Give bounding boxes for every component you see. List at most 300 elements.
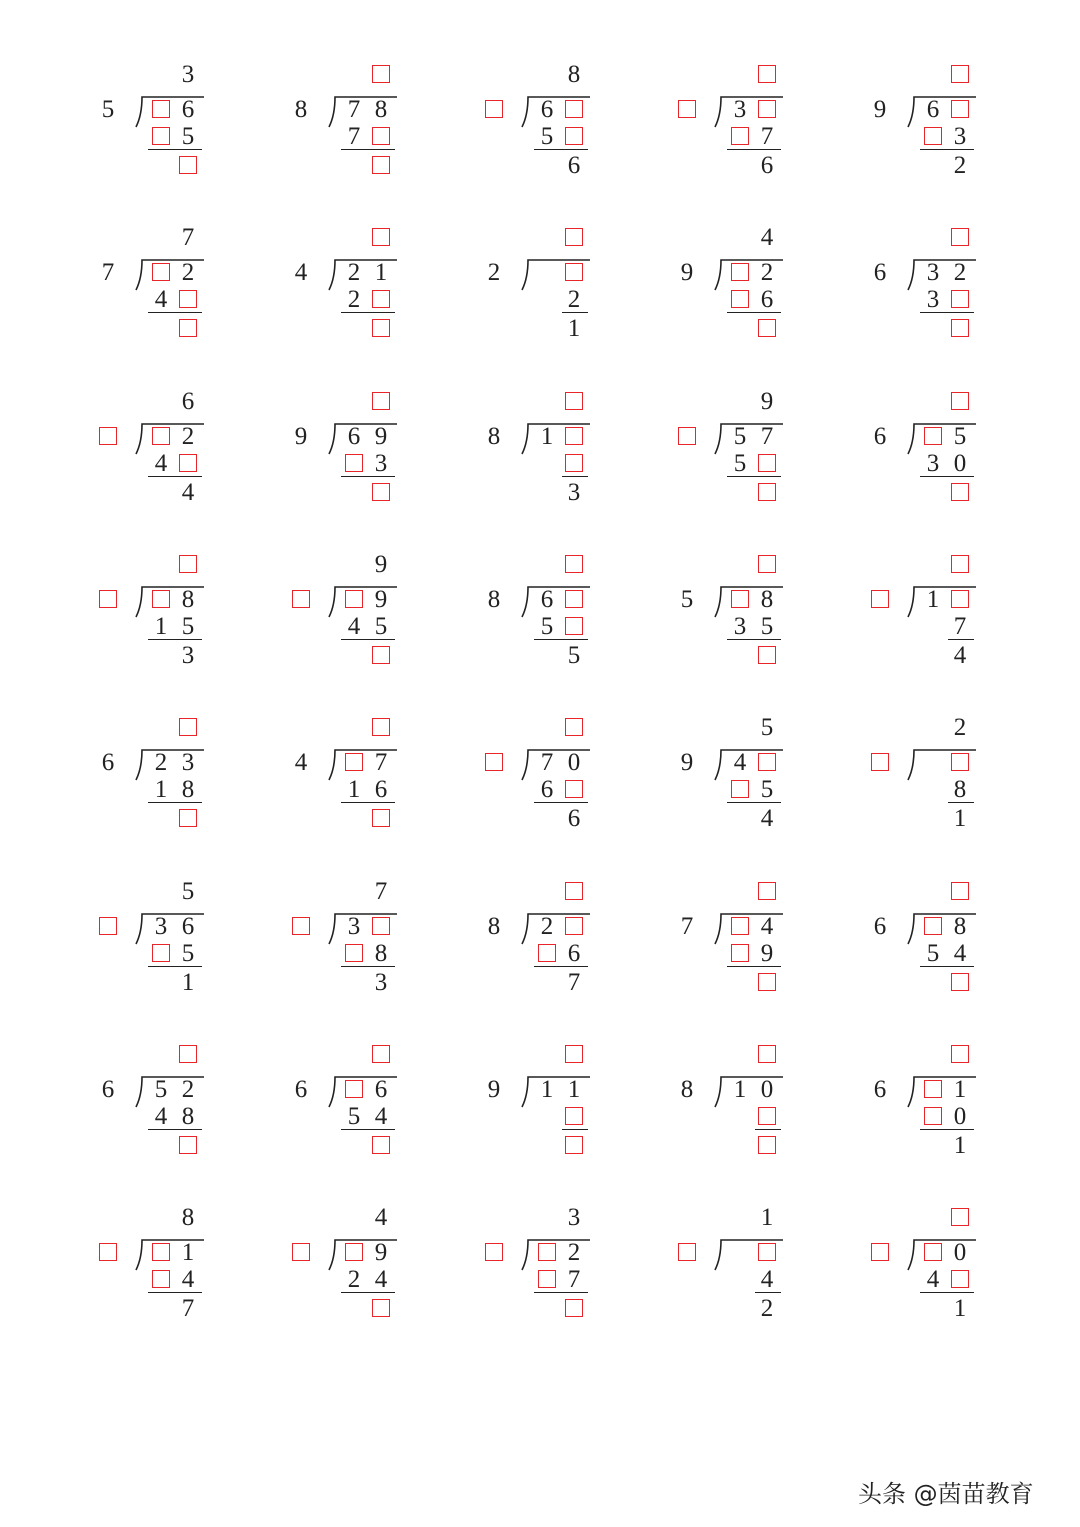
- divisor-blank[interactable]: [485, 100, 503, 118]
- divisor-blank[interactable]: [871, 1243, 889, 1261]
- dividend-digit: 2: [347, 259, 361, 286]
- product-digit-blank[interactable]: [951, 1270, 969, 1288]
- division-bracket: [134, 746, 214, 786]
- division-bracket: [713, 746, 793, 786]
- quotient-digit-blank[interactable]: [758, 555, 776, 573]
- dividend-digit: 7: [760, 423, 774, 450]
- division-bracket: [134, 1236, 214, 1276]
- remainder-digit: 1: [181, 969, 195, 996]
- divisor-blank[interactable]: [485, 753, 503, 771]
- dividend-digit: 4: [733, 749, 747, 776]
- quotient-digit-blank[interactable]: [565, 228, 583, 246]
- dividend-digit-blank[interactable]: [924, 427, 942, 445]
- divisor: 9: [294, 423, 308, 450]
- watermark: 头条 @茵苗教育: [858, 1480, 1034, 1508]
- division-bracket: [906, 420, 986, 460]
- product-digit: 4: [347, 613, 361, 640]
- remainder-digit-blank[interactable]: [372, 483, 390, 501]
- product-digit: 7: [347, 123, 361, 150]
- divisor: 8: [487, 586, 501, 613]
- product-digit: 5: [181, 940, 195, 967]
- product-digit-blank[interactable]: [565, 617, 583, 635]
- product-digit: 5: [760, 776, 774, 803]
- dividend-digit-blank[interactable]: [731, 917, 749, 935]
- dividend-digit: 6: [181, 913, 195, 940]
- quotient-digit: 7: [181, 224, 195, 251]
- quotient-digit: 9: [760, 388, 774, 415]
- product-digit-blank[interactable]: [538, 1270, 556, 1288]
- division-problem: [291, 1188, 441, 1303]
- subtraction-line: [755, 1129, 781, 1130]
- remainder-digit: 7: [181, 1295, 195, 1322]
- product-digit: 7: [953, 613, 967, 640]
- subtraction-line: [534, 1292, 588, 1293]
- dividend-digit: 6: [926, 96, 940, 123]
- dividend-digit: 0: [760, 1076, 774, 1103]
- dividend-digit-blank[interactable]: [565, 590, 583, 608]
- remainder-digit: 4: [181, 479, 195, 506]
- division-bracket: [520, 746, 600, 786]
- product-digit: 4: [374, 1266, 388, 1293]
- product-digit: 3: [926, 286, 940, 313]
- dividend-digit-blank[interactable]: [758, 753, 776, 771]
- remainder-digit-blank[interactable]: [179, 1136, 197, 1154]
- remainder-digit: 6: [567, 152, 581, 179]
- dividend-digit: 3: [181, 749, 195, 776]
- subtraction-line: [920, 1129, 974, 1130]
- product-digit-blank[interactable]: [372, 290, 390, 308]
- dividend-digit: 1: [181, 1239, 195, 1266]
- division-problem: [98, 372, 248, 506]
- subtraction-line: [727, 312, 781, 313]
- subtraction-line: [562, 476, 588, 477]
- subtraction-line: [727, 149, 781, 150]
- product-digit-blank[interactable]: [565, 780, 583, 798]
- remainder-digit: 1: [567, 315, 581, 342]
- product-digit-blank[interactable]: [731, 944, 749, 962]
- division-problem: [484, 372, 634, 506]
- quotient-digit: 8: [181, 1204, 195, 1231]
- dividend-digit-blank[interactable]: [731, 590, 749, 608]
- division-bracket: [327, 910, 407, 950]
- remainder-digit: 4: [953, 642, 967, 669]
- product-digit: 4: [760, 1266, 774, 1293]
- divisor: 6: [101, 1076, 115, 1103]
- product-digit-blank[interactable]: [731, 780, 749, 798]
- dividend-digit: 2: [760, 259, 774, 286]
- dividend-digit-blank[interactable]: [758, 1243, 776, 1261]
- division-problem: [98, 535, 248, 669]
- remainder-digit-blank[interactable]: [951, 973, 969, 991]
- quotient-digit-blank[interactable]: [372, 228, 390, 246]
- dividend-digit: 5: [733, 423, 747, 450]
- divisor-blank[interactable]: [871, 590, 889, 608]
- division-bracket: [713, 1236, 793, 1276]
- dividend-digit-blank[interactable]: [372, 917, 390, 935]
- divisor: 8: [680, 1076, 694, 1103]
- quotient-digit: 1: [760, 1204, 774, 1231]
- division-bracket: [520, 1236, 600, 1276]
- subtraction-line: [341, 149, 395, 150]
- product-digit: 8: [181, 1103, 195, 1130]
- divisor-blank[interactable]: [99, 917, 117, 935]
- product-digit-blank[interactable]: [345, 454, 363, 472]
- division-bracket: [520, 256, 600, 296]
- division-bracket: [134, 420, 214, 460]
- product-digit-blank[interactable]: [179, 290, 197, 308]
- dividend-digit-blank[interactable]: [345, 1080, 363, 1098]
- divisor: 9: [873, 96, 887, 123]
- dividend-digit-blank[interactable]: [565, 427, 583, 445]
- product-digit: 8: [374, 940, 388, 967]
- divisor: 9: [680, 259, 694, 286]
- remainder-digit-blank[interactable]: [372, 1136, 390, 1154]
- dividend-digit-blank[interactable]: [565, 100, 583, 118]
- dividend-digit-blank[interactable]: [345, 1243, 363, 1261]
- divisor-blank[interactable]: [678, 100, 696, 118]
- product-digit: 8: [953, 776, 967, 803]
- divisor-blank[interactable]: [99, 1243, 117, 1261]
- remainder-digit-blank[interactable]: [372, 646, 390, 664]
- product-digit-blank[interactable]: [372, 127, 390, 145]
- divisor-blank[interactable]: [292, 1243, 310, 1261]
- divisor: 8: [487, 423, 501, 450]
- division-bracket: [713, 1073, 793, 1113]
- remainder-digit-blank[interactable]: [565, 1136, 583, 1154]
- division-problem: [870, 208, 1020, 323]
- subtraction-line: [755, 1292, 781, 1293]
- dividend-digit-blank[interactable]: [924, 1080, 942, 1098]
- quotient-digit-blank[interactable]: [372, 65, 390, 83]
- dividend-digit-blank[interactable]: [565, 263, 583, 281]
- quotient-digit-blank[interactable]: [951, 65, 969, 83]
- division-bracket: [713, 420, 793, 460]
- product-digit: 5: [181, 123, 195, 150]
- division-bracket: [327, 256, 407, 296]
- division-problem: [870, 45, 1020, 179]
- dividend-digit-blank[interactable]: [152, 590, 170, 608]
- remainder-digit: 4: [760, 805, 774, 832]
- product-digit-blank[interactable]: [565, 454, 583, 472]
- division-bracket: [906, 256, 986, 296]
- dividend-digit-blank[interactable]: [152, 100, 170, 118]
- product-digit-blank[interactable]: [731, 290, 749, 308]
- product-digit: 2: [347, 1266, 361, 1293]
- quotient-digit-blank[interactable]: [372, 718, 390, 736]
- quotient-digit-blank[interactable]: [951, 555, 969, 573]
- subtraction-line: [920, 1292, 974, 1293]
- quotient-digit: 5: [760, 714, 774, 741]
- remainder-digit: 7: [567, 969, 581, 996]
- product-digit: 5: [540, 613, 554, 640]
- product-digit: 3: [926, 450, 940, 477]
- subtraction-line: [948, 639, 974, 640]
- dividend-digit-blank[interactable]: [152, 427, 170, 445]
- divisor: 6: [101, 749, 115, 776]
- subtraction-line: [534, 802, 588, 803]
- dividend-digit: 2: [181, 423, 195, 450]
- subtraction-line: [534, 639, 588, 640]
- remainder-digit-blank[interactable]: [372, 1299, 390, 1317]
- subtraction-line: [727, 639, 781, 640]
- quotient-digit-blank[interactable]: [951, 1208, 969, 1226]
- quotient-digit-blank[interactable]: [951, 1045, 969, 1063]
- division-problem: [484, 535, 634, 669]
- dividend-digit-blank[interactable]: [951, 753, 969, 771]
- remainder-digit-blank[interactable]: [372, 809, 390, 827]
- dividend-digit-blank[interactable]: [565, 917, 583, 935]
- quotient-digit: 4: [374, 1204, 388, 1231]
- divisor-blank[interactable]: [292, 917, 310, 935]
- dividend-digit: 1: [540, 1076, 554, 1103]
- divisor: 5: [101, 96, 115, 123]
- product-digit: 5: [181, 613, 195, 640]
- subtraction-line: [341, 476, 395, 477]
- division-problem: [484, 45, 634, 179]
- dividend-digit-blank[interactable]: [758, 100, 776, 118]
- remainder-digit-blank[interactable]: [951, 483, 969, 501]
- remainder-digit-blank[interactable]: [565, 1299, 583, 1317]
- product-digit: 5: [347, 1103, 361, 1130]
- product-digit-blank[interactable]: [758, 1107, 776, 1125]
- subtraction-line: [727, 802, 781, 803]
- subtraction-line: [148, 966, 202, 967]
- quotient-digit-blank[interactable]: [758, 65, 776, 83]
- dividend-digit: 1: [926, 586, 940, 613]
- division-bracket: [327, 583, 407, 623]
- dividend-digit-blank[interactable]: [924, 917, 942, 935]
- subtraction-line: [341, 802, 395, 803]
- division-problem: [291, 45, 441, 160]
- remainder-digit: 2: [953, 152, 967, 179]
- dividend-digit-blank[interactable]: [951, 590, 969, 608]
- quotient-digit-blank[interactable]: [565, 555, 583, 573]
- division-problem: [291, 208, 441, 323]
- division-problem: [870, 1188, 1020, 1322]
- remainder-digit-blank[interactable]: [372, 156, 390, 174]
- quotient-digit-blank[interactable]: [758, 882, 776, 900]
- dividend-digit: 2: [154, 749, 168, 776]
- remainder-digit-blank[interactable]: [372, 319, 390, 337]
- product-digit: 9: [760, 940, 774, 967]
- division-bracket: [520, 420, 600, 460]
- subtraction-line: [148, 802, 202, 803]
- division-problem: [98, 698, 248, 813]
- divisor: 8: [487, 913, 501, 940]
- division-bracket: [713, 256, 793, 296]
- division-bracket: [520, 910, 600, 950]
- quotient-digit-blank[interactable]: [179, 1045, 197, 1063]
- division-bracket: [713, 583, 793, 623]
- remainder-digit-blank[interactable]: [758, 1136, 776, 1154]
- dividend-digit: 3: [733, 96, 747, 123]
- divisor-blank[interactable]: [99, 590, 117, 608]
- remainder-digit-blank[interactable]: [179, 319, 197, 337]
- remainder-digit-blank[interactable]: [758, 319, 776, 337]
- remainder-digit-blank[interactable]: [179, 809, 197, 827]
- product-digit-blank[interactable]: [152, 944, 170, 962]
- division-problem: [677, 698, 827, 832]
- quotient-digit-blank[interactable]: [565, 1045, 583, 1063]
- dividend-digit: 6: [347, 423, 361, 450]
- dividend-digit-blank[interactable]: [152, 263, 170, 281]
- subtraction-line: [341, 966, 395, 967]
- quotient-digit-blank[interactable]: [758, 1045, 776, 1063]
- quotient-digit: 3: [181, 61, 195, 88]
- subtraction-line: [148, 149, 202, 150]
- division-problem: [291, 535, 441, 650]
- remainder-digit-blank[interactable]: [758, 973, 776, 991]
- product-digit-blank[interactable]: [924, 127, 942, 145]
- divisor-blank[interactable]: [678, 1243, 696, 1261]
- division-bracket: [134, 910, 214, 950]
- product-digit-blank[interactable]: [345, 944, 363, 962]
- dividend-digit-blank[interactable]: [538, 1243, 556, 1261]
- division-problem: [484, 208, 634, 342]
- divisor-blank[interactable]: [678, 427, 696, 445]
- dividend-digit: 8: [760, 586, 774, 613]
- division-problem: [677, 45, 827, 179]
- remainder-digit: 5: [567, 642, 581, 669]
- dividend-digit-blank[interactable]: [924, 1243, 942, 1261]
- divisor: 9: [487, 1076, 501, 1103]
- subtraction-line: [562, 1129, 588, 1130]
- division-problem: [677, 1188, 827, 1322]
- product-digit-blank[interactable]: [758, 454, 776, 472]
- dividend-digit: 5: [154, 1076, 168, 1103]
- quotient-digit-blank[interactable]: [372, 1045, 390, 1063]
- subtraction-line: [727, 476, 781, 477]
- quotient-digit-blank[interactable]: [179, 718, 197, 736]
- quotient-digit-blank[interactable]: [179, 555, 197, 573]
- division-problem: [484, 862, 634, 996]
- division-bracket: [327, 420, 407, 460]
- dividend-digit: 1: [953, 1076, 967, 1103]
- quotient-digit-blank[interactable]: [565, 392, 583, 410]
- dividend-digit: 6: [374, 1076, 388, 1103]
- subtraction-line: [948, 802, 974, 803]
- division-bracket: [906, 93, 986, 133]
- remainder-digit-blank[interactable]: [179, 156, 197, 174]
- divisor: 7: [101, 259, 115, 286]
- subtraction-line: [727, 966, 781, 967]
- remainder-digit: 6: [567, 805, 581, 832]
- product-digit: 1: [154, 613, 168, 640]
- dividend-digit-blank[interactable]: [731, 263, 749, 281]
- divisor: 6: [294, 1076, 308, 1103]
- product-digit: 3: [374, 450, 388, 477]
- division-problem: [677, 535, 827, 650]
- divisor: 6: [873, 423, 887, 450]
- division-bracket: [134, 93, 214, 133]
- product-digit: 5: [540, 123, 554, 150]
- divisor-blank[interactable]: [871, 753, 889, 771]
- division-bracket: [327, 1073, 407, 1113]
- division-problem: [677, 372, 827, 487]
- remainder-digit: 6: [760, 152, 774, 179]
- division-problem: [291, 862, 441, 996]
- product-digit-blank[interactable]: [152, 1270, 170, 1288]
- remainder-digit-blank[interactable]: [758, 483, 776, 501]
- dividend-digit: 1: [567, 1076, 581, 1103]
- quotient-digit-blank[interactable]: [951, 882, 969, 900]
- product-digit-blank[interactable]: [924, 1107, 942, 1125]
- product-digit-blank[interactable]: [951, 290, 969, 308]
- division-problem: [870, 1025, 1020, 1159]
- quotient-digit: 7: [374, 878, 388, 905]
- dividend-digit-blank[interactable]: [345, 753, 363, 771]
- dividend-digit-blank[interactable]: [152, 1243, 170, 1261]
- product-digit-blank[interactable]: [152, 127, 170, 145]
- dividend-digit: 9: [374, 1239, 388, 1266]
- quotient-digit-blank[interactable]: [951, 228, 969, 246]
- remainder-digit-blank[interactable]: [951, 319, 969, 337]
- divisor: 5: [680, 586, 694, 613]
- divisor-blank[interactable]: [292, 590, 310, 608]
- remainder-digit: 1: [953, 1132, 967, 1159]
- dividend-digit: 1: [374, 259, 388, 286]
- division-problem: [484, 698, 634, 832]
- product-digit: 0: [953, 450, 967, 477]
- dividend-digit: 1: [540, 423, 554, 450]
- quotient-digit-blank[interactable]: [565, 882, 583, 900]
- product-digit: 4: [926, 1266, 940, 1293]
- product-digit: 6: [540, 776, 554, 803]
- product-digit: 6: [567, 940, 581, 967]
- remainder-digit-blank[interactable]: [758, 646, 776, 664]
- divisor: 7: [680, 913, 694, 940]
- divisor: 8: [294, 96, 308, 123]
- quotient-digit: 8: [567, 61, 581, 88]
- dividend-digit: 8: [953, 913, 967, 940]
- product-digit-blank[interactable]: [538, 944, 556, 962]
- dividend-digit-blank[interactable]: [345, 590, 363, 608]
- quotient-digit-blank[interactable]: [565, 718, 583, 736]
- quotient-digit-blank[interactable]: [951, 392, 969, 410]
- product-digit: 1: [347, 776, 361, 803]
- product-digit: 5: [926, 940, 940, 967]
- dividend-digit-blank[interactable]: [951, 100, 969, 118]
- product-digit: 3: [733, 613, 747, 640]
- subtraction-line: [148, 312, 202, 313]
- dividend-digit: 0: [567, 749, 581, 776]
- product-digit-blank[interactable]: [179, 454, 197, 472]
- dividend-digit: 6: [540, 586, 554, 613]
- divisor: 6: [873, 913, 887, 940]
- dividend-digit: 3: [154, 913, 168, 940]
- product-digit: 5: [374, 613, 388, 640]
- divisor-blank[interactable]: [485, 1243, 503, 1261]
- divisor: 9: [680, 749, 694, 776]
- divisor-blank[interactable]: [99, 427, 117, 445]
- division-problem: [677, 862, 827, 977]
- product-digit-blank[interactable]: [565, 1107, 583, 1125]
- division-problem: [484, 1025, 634, 1140]
- product-digit-blank[interactable]: [731, 127, 749, 145]
- division-problem: [870, 698, 1020, 832]
- product-digit: 1: [154, 776, 168, 803]
- division-bracket: [520, 93, 600, 133]
- division-bracket: [520, 1073, 600, 1113]
- dividend-digit: 4: [760, 913, 774, 940]
- dividend-digit: 3: [926, 259, 940, 286]
- subtraction-line: [148, 639, 202, 640]
- quotient-digit-blank[interactable]: [372, 392, 390, 410]
- product-digit: 4: [181, 1266, 195, 1293]
- division-problem: [98, 1188, 248, 1322]
- product-digit-blank[interactable]: [565, 127, 583, 145]
- division-problem: [98, 862, 248, 996]
